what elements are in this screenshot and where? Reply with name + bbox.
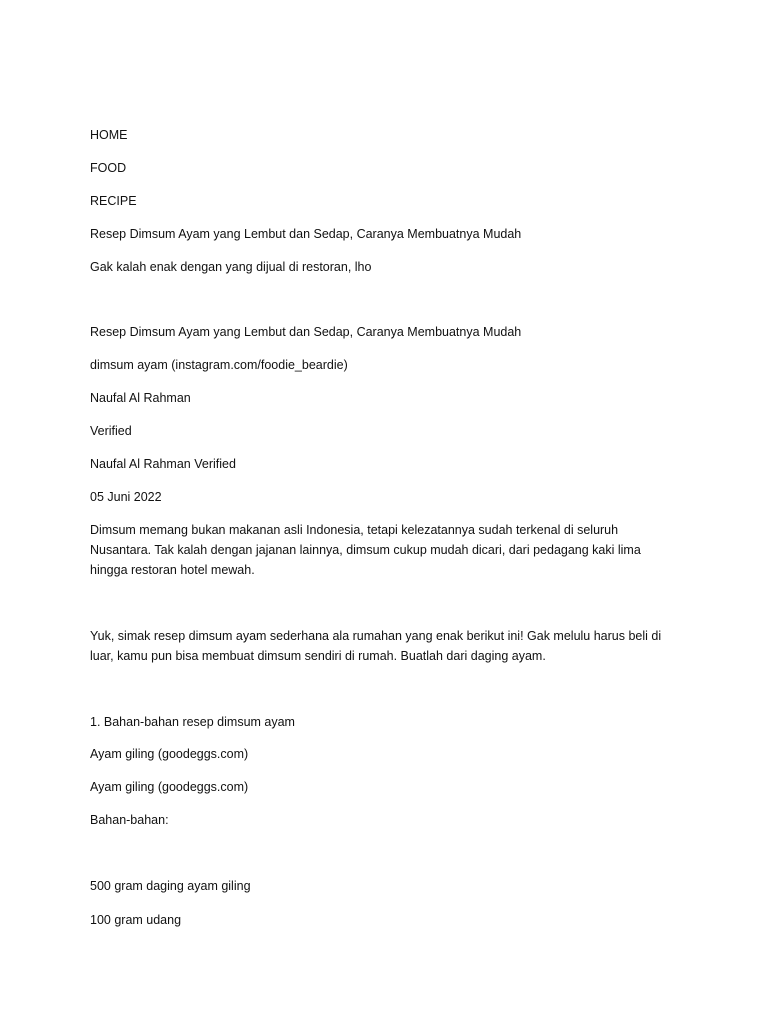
image-title: Resep Dimsum Ayam yang Lembut dan Sedap, Caranya Membuatnya Mudah (90, 325, 522, 339)
article-subheadline: Gak kalah enak dengan yang dijual di restoran, lho (90, 260, 372, 274)
nav-home: HOME (90, 128, 128, 142)
intro-paragraph: Dimsum memang bukan makanan asli Indonesia, tetapi kelezatannya sudah terkenal di seluruh Nusantara. Tak kalah dengan jajanan lainnya, dimsum cukup mudah dicari, dari pedagang kaki lima hingga restoran hotel mewah. (90, 523, 641, 577)
image-credit: Ayam giling (goodeggs.com) (90, 747, 249, 761)
nav-food: FOOD (90, 161, 127, 175)
ingredient-item: 500 gram daging ayam giling (90, 879, 251, 893)
publish-date: 05 Juni 2022 (90, 490, 162, 504)
section-heading: 1. Bahan-bahan resep dimsum ayam (90, 715, 295, 729)
image-credit: Ayam giling (goodeggs.com) (90, 780, 249, 794)
article-headline: Resep Dimsum Ayam yang Lembut dan Sedap, Caranya Membuatnya Mudah (90, 227, 522, 241)
ingredient-item: 100 gram udang (90, 913, 182, 927)
author-verified-line: Naufal Al Rahman Verified (90, 457, 236, 471)
author-name: Naufal Al Rahman (90, 391, 191, 405)
second-paragraph: Yuk, simak resep dimsum ayam sederhana ala rumahan yang enak berikut ini! Gak melulu harus beli di luar, kamu pun bisa membuat dimsum sendiri di rumah. Buatlah dari daging ayam. (90, 629, 662, 663)
verified-label: Verified (90, 424, 132, 438)
ingredients-label: Bahan-bahan: (90, 813, 169, 827)
image-caption: dimsum ayam (instagram.com/foodie_beardie) (90, 358, 348, 372)
nav-recipe: RECIPE (90, 194, 137, 208)
